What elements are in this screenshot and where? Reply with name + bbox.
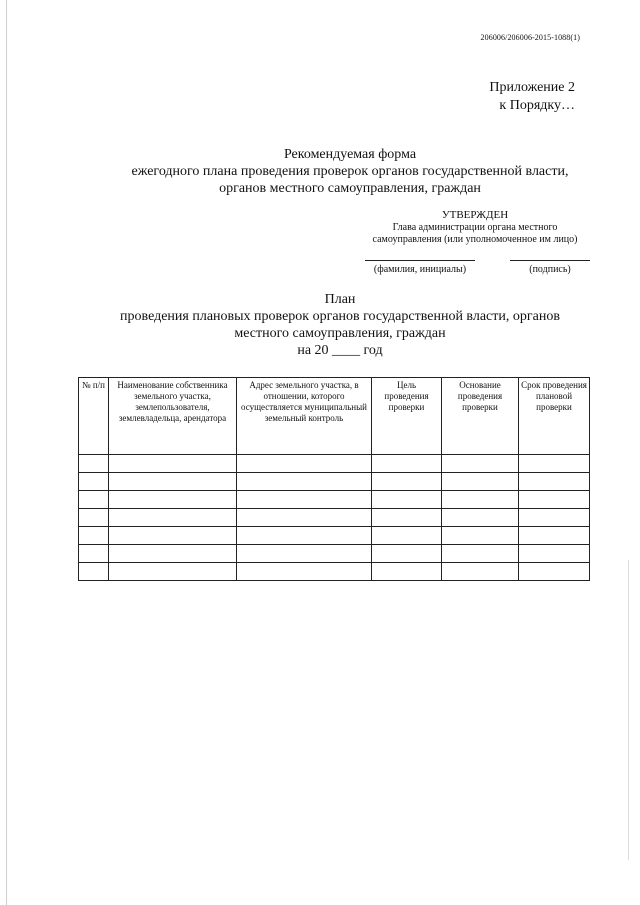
table-cell [442, 563, 519, 581]
signature-caption: (подпись) [529, 264, 571, 275]
form-title [70, 146, 630, 197]
plan-year: на 20 ____ год [297, 343, 383, 358]
table-cell [79, 563, 109, 581]
table-row [79, 527, 590, 545]
appendix-reference [420, 79, 575, 115]
table-cell [442, 545, 519, 563]
table-cell [237, 545, 372, 563]
table-cell [372, 473, 442, 491]
document-id: 206006/206006-2015-1088(1) [480, 33, 580, 42]
appendix-order: к Порядку… [499, 98, 575, 113]
table-cell [237, 491, 372, 509]
table-cell [109, 563, 237, 581]
approval-text: Глава администрации органа местного [392, 222, 558, 233]
table-cell [109, 473, 237, 491]
table-row [79, 455, 590, 473]
scan-edge [6, 0, 7, 905]
table-cell [519, 563, 590, 581]
approval-block [355, 209, 595, 246]
table-cell [237, 563, 372, 581]
table-cell [79, 491, 109, 509]
table-body [79, 455, 590, 581]
table-row [79, 563, 590, 581]
table-cell [442, 509, 519, 527]
table-cell [519, 491, 590, 509]
table-cell [237, 509, 372, 527]
table-row [79, 509, 590, 527]
table-cell [109, 455, 237, 473]
table-cell [372, 527, 442, 545]
column-header-basis: Основание проведения проверки [442, 378, 519, 455]
table-cell [442, 455, 519, 473]
table-cell [372, 509, 442, 527]
table-cell [519, 473, 590, 491]
column-header-address: Адрес земельного участка, в отношении, которого осуществляется муниципальный земельный контроль [237, 378, 372, 455]
table-cell [79, 455, 109, 473]
table-cell [519, 545, 590, 563]
table-row [79, 491, 590, 509]
signature-line [510, 260, 590, 261]
table-cell [237, 527, 372, 545]
form-title-line: ежегодного плана проведения проверок органов государственной власти, [131, 164, 569, 179]
form-title-line: органов местного самоуправления, граждан [219, 181, 481, 196]
table-cell [442, 491, 519, 509]
scan-edge [628, 560, 629, 860]
appendix-number: Приложение 2 [489, 80, 575, 95]
approval-heading: УТВЕРЖДЕН [441, 209, 509, 221]
table-cell [79, 473, 109, 491]
table-cell [372, 491, 442, 509]
column-header-term: Срок проведения плановой проверки [519, 378, 590, 455]
table-cell [372, 563, 442, 581]
table-cell [519, 527, 590, 545]
name-line [365, 260, 475, 261]
name-caption: (фамилия, инициалы) [373, 264, 467, 275]
column-header-owner: Наименование собственника земельного участка, землепользователя, землевладельца, арендатора [109, 378, 237, 455]
plan-heading [60, 291, 620, 359]
table-cell [372, 455, 442, 473]
form-title-line: Рекомендуемая форма [283, 147, 417, 162]
table-cell [442, 473, 519, 491]
plan-subtitle: проведения плановых проверок органов государственной власти, органов [120, 309, 560, 324]
table-cell [79, 527, 109, 545]
column-header-purpose: Цель проведения проверки [372, 378, 442, 455]
table-cell [519, 509, 590, 527]
table-cell [237, 455, 372, 473]
table-header-row [79, 378, 590, 455]
column-header-number: № п/п [79, 378, 109, 455]
table-cell [442, 527, 519, 545]
table-cell [109, 491, 237, 509]
table-cell [79, 509, 109, 527]
plan-subtitle: местного самоуправления, граждан [234, 326, 446, 341]
table-cell [372, 545, 442, 563]
plan-title: План [324, 292, 356, 307]
table-cell [109, 545, 237, 563]
table-row [79, 473, 590, 491]
table-cell [109, 509, 237, 527]
table-cell [109, 527, 237, 545]
inspection-plan-table [78, 377, 590, 581]
approval-text: самоуправления (или уполномоченное им лицо) [372, 234, 578, 245]
table-cell [79, 545, 109, 563]
table-row [79, 545, 590, 563]
table-cell [237, 473, 372, 491]
table-cell [519, 455, 590, 473]
